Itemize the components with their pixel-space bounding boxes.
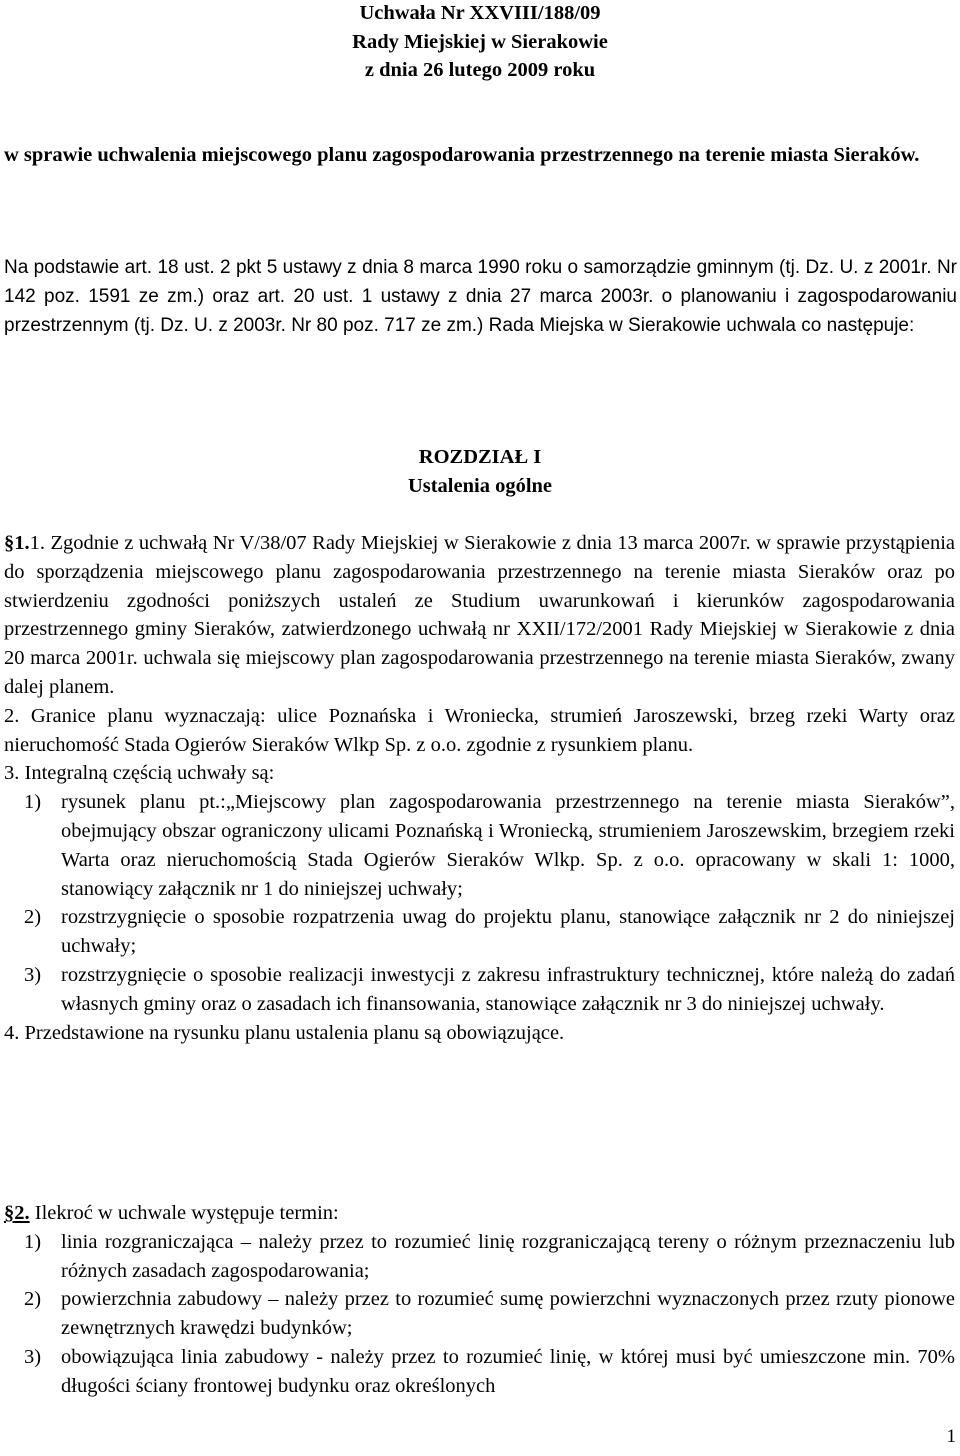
list-item-text: rysunek planu pt.:„Miejscowy plan zagospodarowania przestrzennego na terenie miasta Sieraków”, obejmujący obszar ograniczony ulicami Poznańską i Wroniecką, strumieniem Jaroszewskim, brzegiem rzeki Warta oraz nieruchomością Stada Ogierów Sieraków Wlkp. Sp. z o.o. opracowany w skali 1: 1000, stanowiący załącznik nr 1 do niniejszej uchwały; [61, 791, 955, 900]
section-1-point-1-text: Zgodnie z uchwałą Nr V/38/07 Rady Miejskiej w Sierakowie z dnia 13 marca 2007r. w sprawie przystąpienia do sporządzenia miejscowego planu zagospodarowania przestrzennego na terenie miasta Sieraków oraz po stwierdzeniu zgodności poniższych ustaleń ze Studium uwarunkowań i kierunków zagospodarowania przestrzennego gminy Sieraków, zatwierdzonego uchwałą nr XXII/172/2001 Rady Miejskiej w Sierakowie z dnia 20 marca 2001r. uchwala się miejscowy plan zagospodarowania przestrzennego na terenie miasta Sieraków, zwany dalej planem. [4, 532, 955, 698]
section-1-point-1-num: 1. [29, 532, 45, 554]
resolution-number: Uchwała Nr XXVIII/188/09 [359, 2, 601, 24]
section-1 [4, 529, 955, 1047]
page-number: 1 [946, 1426, 956, 1447]
resolution-date: z dnia 26 lutego 2009 roku [364, 59, 596, 81]
list-item [4, 1343, 955, 1401]
section-1-point-4: 4. Przedstawione na rysunku planu ustalenia planu są obowiązujące. [4, 1021, 565, 1044]
list-item-number: 1) [24, 791, 42, 814]
list-item [4, 1285, 955, 1343]
list-item-number: 2) [24, 906, 42, 929]
section-2 [4, 1199, 955, 1401]
list-item [4, 788, 955, 903]
list-item [4, 903, 955, 961]
list-item-text: obowiązująca linia zabudowy - należy przez to rozumieć linię, w której musi być umieszczone min. 70% długości ściany frontowej budynku oraz określonych [61, 1345, 955, 1397]
list-item-number: 2) [24, 1288, 42, 1311]
council-name: Rady Miejskiej w Sierakowie [352, 30, 608, 53]
section-1-point-1 [4, 529, 955, 702]
list-item-text: rozstrzygnięcie o sposobie rozpatrzenia uwag do projektu planu, stanowiące załącznik nr 2 do niniejszej uchwały; [61, 906, 955, 958]
list-item [4, 961, 955, 1019]
section-1-marker: §1. [4, 532, 30, 554]
resolution-subject: w sprawie uchwalenia miejscowego planu zagospodarowania przestrzennego na terenie miasta Sieraków. [4, 144, 920, 166]
list-item-text: powierzchnia zabudowy – należy przez to rozumieć sumę powierzchni wyznaczonych przez rzuty pionowe zewnętrznych krawędzi budynków; [61, 1288, 955, 1340]
section-2-marker: §2. [4, 1202, 30, 1224]
list-item-number: 1) [24, 1230, 42, 1253]
chapter-subtitle: Ustalenia ogólne [407, 475, 553, 497]
section-1-point-3: 3. Integralną częścią uchwały są: [4, 762, 275, 785]
list-item-number: 3) [24, 1345, 42, 1368]
definitions-list [4, 1228, 955, 1401]
chapter-title: ROZDZIAŁ I [418, 446, 542, 468]
section-1-point-2: 2. Granice planu wyznaczają: ulice Poznańska i Wroniecka, strumień Jaroszewski, brzeg rzeki Warty oraz nieruchomość Stada Ogierów Sieraków Wlkp Sp. z o.o. zgodnie z rysunkiem planu. [4, 704, 955, 756]
section-2-intro-text: Ilekroć w uchwale występuje termin: [29, 1202, 339, 1224]
list-item-text: rozstrzygnięcie o sposobie realizacji inwestycji z zakresu infrastruktury technicznej, które należą do zadań własnych gminy oraz o zasadach ich finansowania, stanowiące załącznik nr 3 do niniejszej uchwały. [61, 963, 955, 1015]
list-item-number: 3) [24, 963, 42, 986]
legal-basis-paragraph: Na podstawie art. 18 ust. 2 pkt 5 ustawy z dnia 8 marca 1990 roku o samorządzie gminnym (tj. Dz. U. z 2001r. Nr 142 poz. 1591 ze zm.) oraz art. 20 ust. 1 ustawy z dnia 27 marca 2003r. o planowaniu i zagospodarowaniu przestrzennym (tj. Dz. U. z 2003r. Nr 80 poz. 717 ze zm.) Rada Miejska w Sierakowie uchwala co następuje: [4, 257, 957, 336]
list-item-text: linia rozgraniczająca – należy przez to rozumieć linię rozgraniczającą tereny o różnym przeznaczeniu lub różnych zasadach zagospodarowania; [61, 1230, 955, 1282]
attachments-list [4, 788, 955, 1018]
list-item [4, 1228, 955, 1286]
section-2-intro [4, 1199, 955, 1228]
